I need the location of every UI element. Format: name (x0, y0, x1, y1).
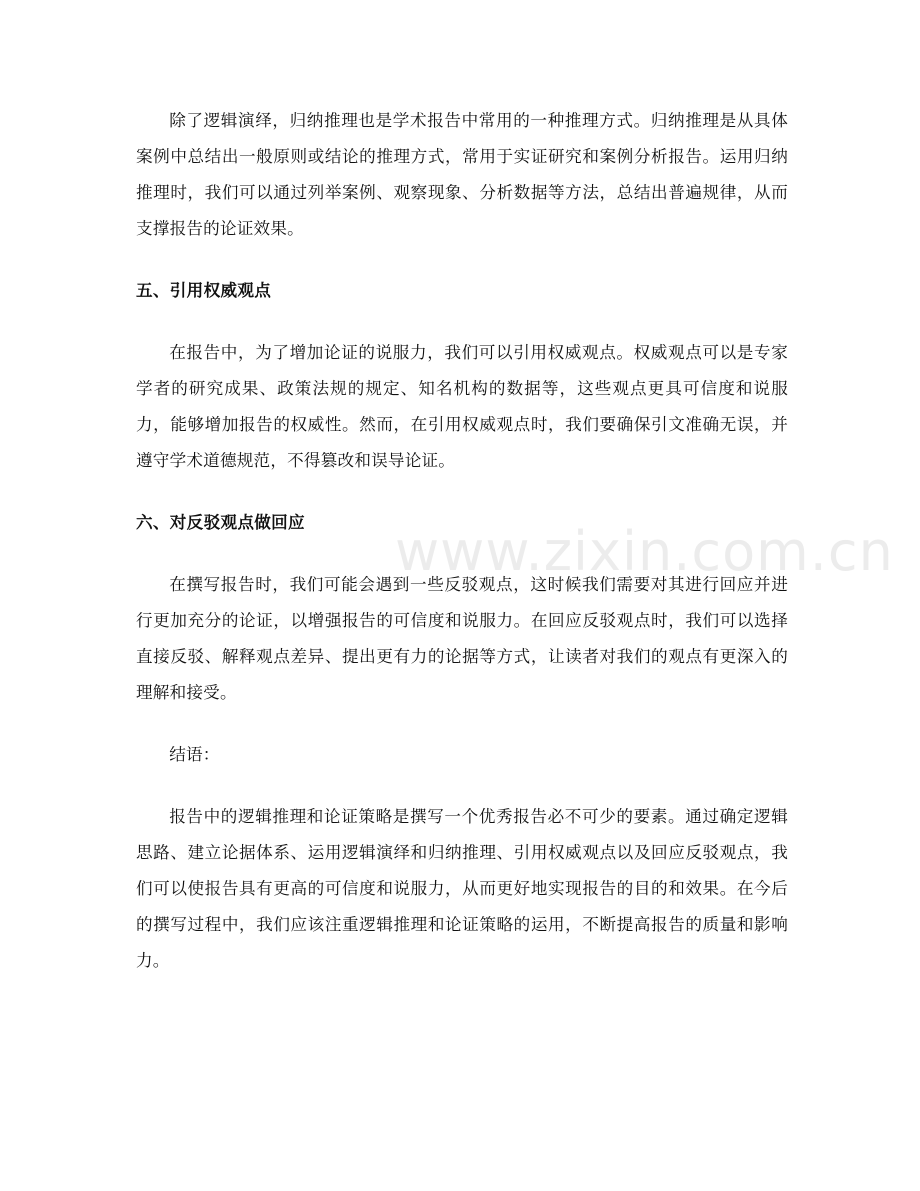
conclusion-label: 结语： (169, 745, 220, 764)
spacer (136, 541, 788, 567)
section-heading-5: 五、引用权威观点 (136, 281, 272, 300)
spacer (136, 247, 788, 273)
watermark-text: www.zixin.com.cn (395, 520, 894, 583)
spacer (136, 309, 788, 335)
spacer (136, 773, 788, 799)
spacer (136, 711, 788, 737)
conclusion-paragraph: 报告中的逻辑推理和论证策略是撰写一个优秀报告必不可少的要素。通过确定逻辑思路、建立论据体系、运用逻辑演绎和归纳推理、引用权威观点以及回应反驳观点，我们可以使报告具有更高的可信度和说服力，从而更好地实现报告的目的和效果。在今后的撰写过程中，我们应该注重逻辑推理和论证策略的运用，不断提高报告的质量和影响力。 (136, 807, 788, 970)
document-body (136, 103, 788, 979)
section-paragraph-6: 在撰写报告时，我们可能会遇到一些反驳观点，这时候我们需要对其进行回应并进行更加充分的论证，以增强报告的可信度和说服力。在回应反驳观点时，我们可以选择直接反驳、解释观点差异、提出更有力的论据等方式，让读者对我们的观点有更深入的理解和接受。 (136, 575, 788, 702)
section-heading-6: 六、对反驳观点做回应 (136, 513, 305, 532)
spacer (136, 479, 788, 505)
section-paragraph-5: 在报告中，为了增加论证的说服力，我们可以引用权威观点。权威观点可以是专家学者的研究成果、政策法规的规定、知名机构的数据等，这些观点更具可信度和说服力，能够增加报告的权威性。然而，在引用权威观点时，我们要确保引文准确无误，并遵守学术道德规范，不得篡改和误导论证。 (136, 343, 788, 470)
intro-paragraph: 除了逻辑演绎，归纳推理也是学术报告中常用的一种推理方式。归纳推理是从具体案例中总结出一般原则或结论的推理方式，常用于实证研究和案例分析报告。运用归纳推理时，我们可以通过列举案例、观察现象、分析数据等方法，总结出普遍规律，从而支撑报告的论证效果。 (136, 111, 788, 238)
